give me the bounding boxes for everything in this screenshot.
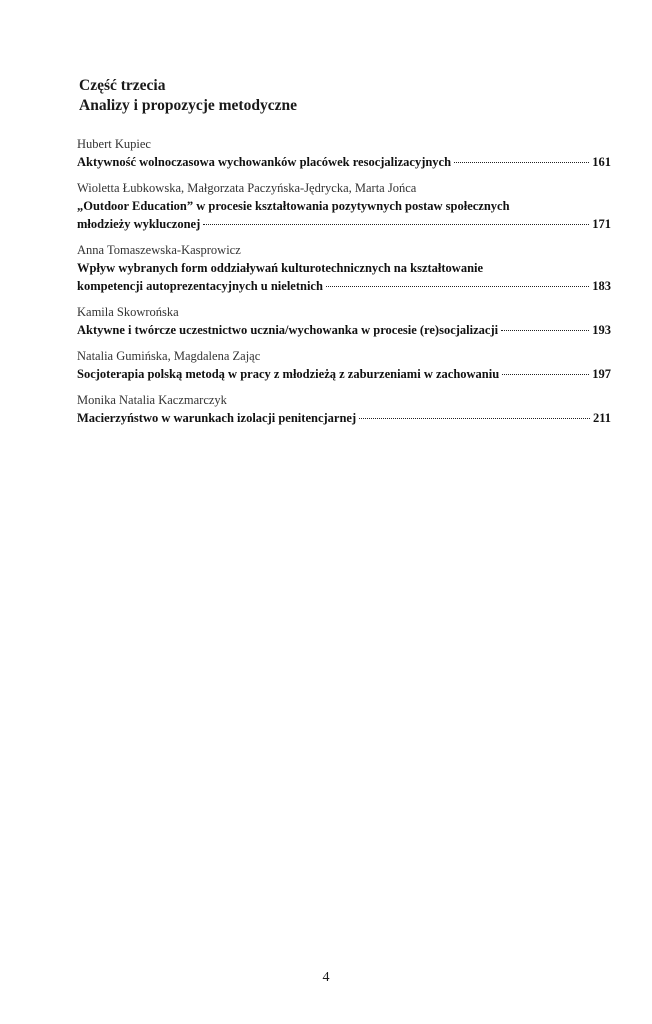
entry-title: Socjoterapia polską metodą w pracy z młodzieżą z zaburzeniami w zachowaniu [77,367,500,381]
entry-title-row [77,409,611,427]
entry-title-row [77,277,611,295]
dot-leader [454,162,589,163]
dot-leader [501,330,589,331]
section-part-label: Część trzecia [79,77,166,94]
entry-title-row [77,153,611,171]
section-heading [79,76,599,116]
entry-title: kompetencji autoprezentacyjnych u nieletnich [77,279,323,293]
entry-authors: Monika Natalia Kaczmarczyk [77,393,227,407]
entry-title-row [77,365,611,383]
entry-title: Macierzyństwo w warunkach izolacji penitencjarnej [77,411,357,425]
toc-entry [77,348,611,383]
toc-entry [77,242,611,295]
entry-page-number: 197 [592,367,611,381]
dot-leader [326,286,589,287]
entry-authors: Natalia Gumińska, Magdalena Zając [77,349,261,363]
entry-page-number: 161 [592,155,611,169]
entry-page-number: 171 [592,217,611,231]
toc-entry [77,392,611,427]
entry-title: młodzieży wykluczonej [77,217,201,231]
entry-title-line: Wpływ wybranych form oddziaływań kulturotechnicznych na kształtowanie [77,261,484,275]
entry-page-number: 211 [592,411,611,425]
entry-page-number: 193 [592,323,611,337]
dot-leader [359,418,590,419]
entry-title-row [77,215,611,233]
dot-leader [502,374,589,375]
dot-leader [203,224,589,225]
entry-title: Aktywność wolnoczasowa wychowanków placówek resocjalizacyjnych [77,155,452,169]
entry-title-row [77,321,611,339]
entry-authors: Wioletta Łubkowska, Małgorzata Paczyńska-Jędrycka, Marta Jońca [77,181,417,195]
table-of-contents [77,136,611,436]
toc-entry [77,136,611,171]
entry-title-line: „Outdoor Education” w procesie kształtowania pozytywnych postaw społecznych [77,199,510,213]
entry-title: Aktywne i twórcze uczestnictwo ucznia/wychowanka w procesie (re)socjalizacji [77,323,499,337]
section-title: Analizy i propozycje metodyczne [79,97,297,114]
entry-authors: Kamila Skowrońska [77,305,179,319]
entry-authors: Anna Tomaszewska-Kasprowicz [77,243,241,257]
toc-entry [77,180,611,233]
toc-entry [77,304,611,339]
page-number: 4 [322,970,330,985]
entry-authors: Hubert Kupiec [77,137,151,151]
entry-page-number: 183 [592,279,611,293]
